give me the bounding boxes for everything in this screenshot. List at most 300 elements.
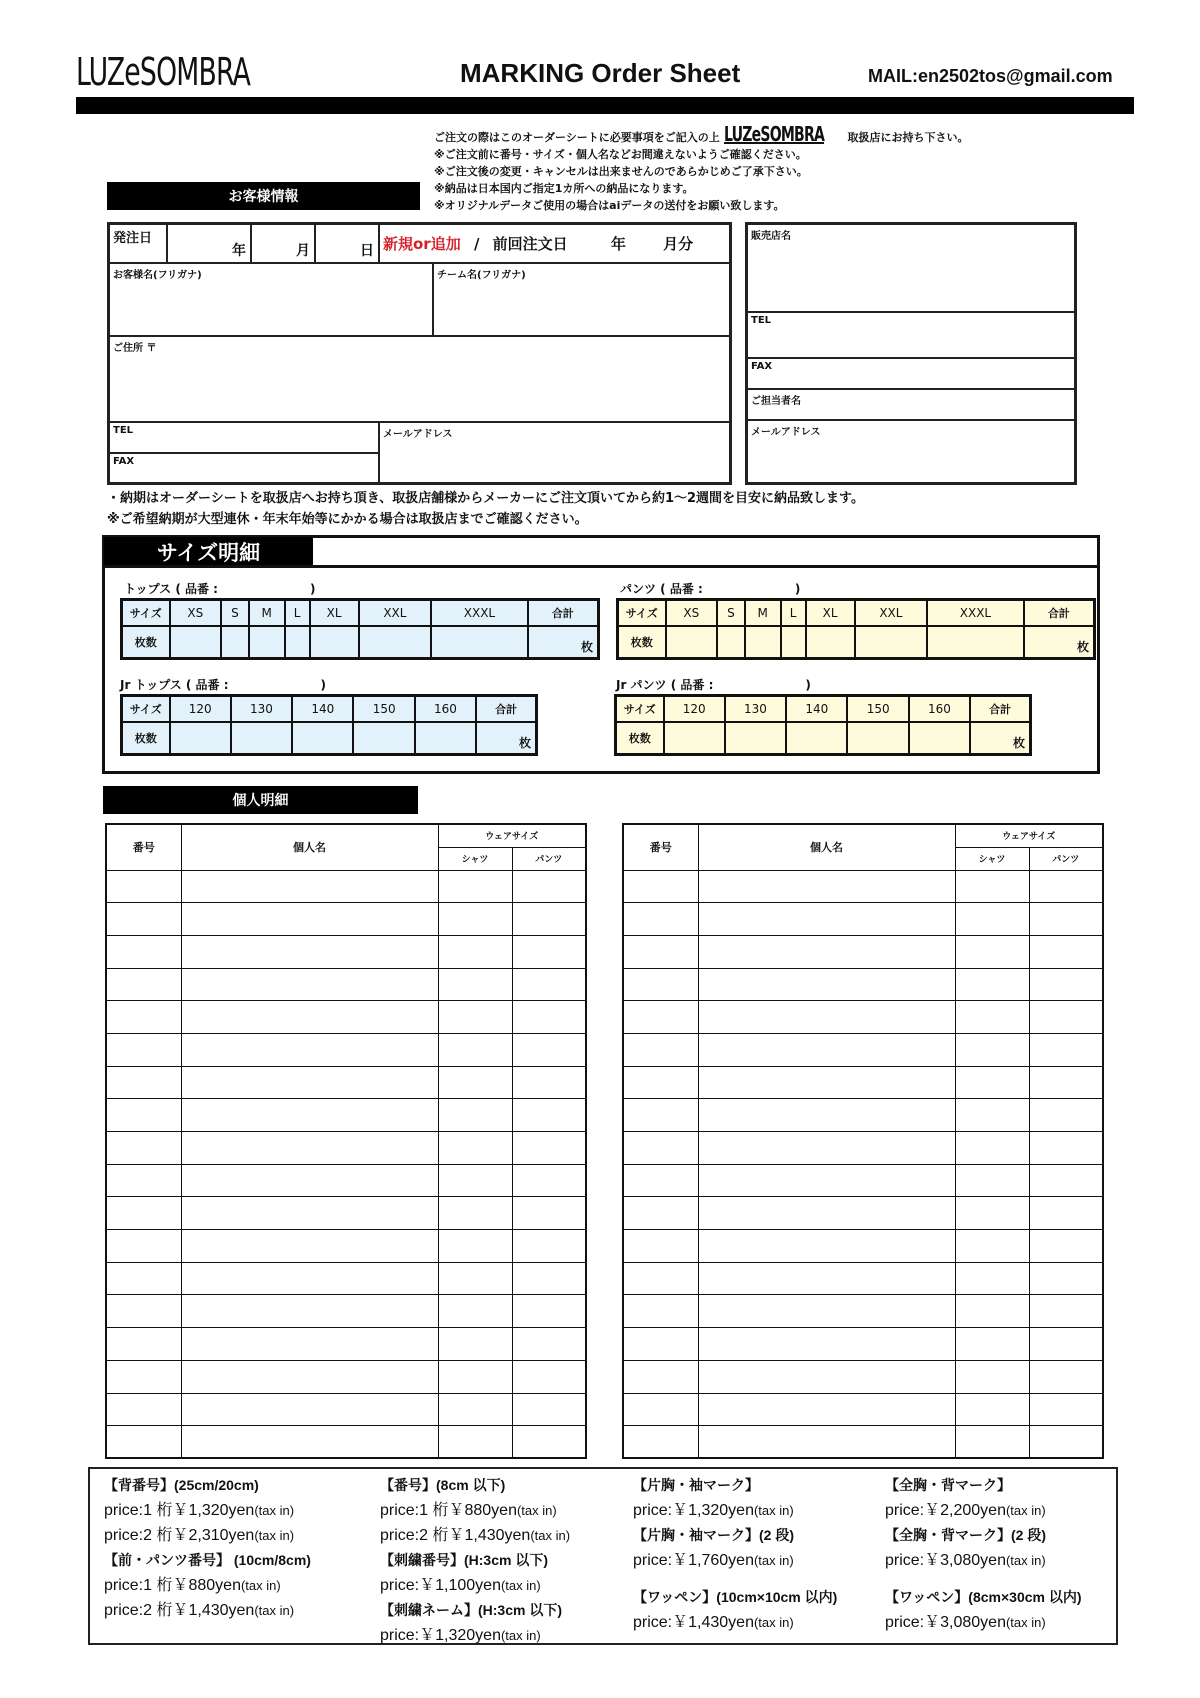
table-row	[623, 1132, 1103, 1165]
instruction-text: 取扱店にお持ち下さい。	[847, 131, 969, 144]
fax-field[interactable]: FAX	[109, 453, 379, 483]
shirt-size-cell[interactable]	[438, 903, 512, 936]
shirt-size-cell[interactable]	[438, 1066, 512, 1099]
size-column-header: XXXL	[927, 600, 1023, 626]
name-cell[interactable]	[698, 1262, 955, 1295]
shirt-size-cell[interactable]	[438, 1230, 512, 1263]
name-cell[interactable]	[181, 935, 438, 968]
pants-size-cell[interactable]	[512, 1099, 586, 1132]
name-header: 個人名	[698, 824, 955, 870]
name-cell[interactable]	[181, 1230, 438, 1263]
table-row	[106, 1197, 586, 1230]
number-cell[interactable]	[106, 1066, 181, 1099]
shop-name-field[interactable]: 販売店名	[747, 224, 1075, 312]
pants-size-cell[interactable]	[512, 1426, 586, 1459]
price-item-heading: 【片胸・袖マーク】	[633, 1477, 759, 1493]
table-row	[106, 1001, 586, 1034]
tax-note: (tax in)	[753, 1615, 794, 1630]
number-cell[interactable]	[106, 1230, 181, 1263]
number-cell[interactable]	[106, 870, 181, 903]
shirt-size-cell[interactable]	[955, 1360, 1029, 1393]
size-label: サイズ	[122, 696, 170, 722]
pants-size-cell[interactable]	[1029, 1001, 1103, 1034]
tax-note: (tax in)	[500, 1578, 541, 1593]
number-cell[interactable]	[106, 968, 181, 1001]
price-value: price:￥3,080yen	[885, 1552, 1006, 1569]
shirt-header: シャツ	[438, 847, 512, 870]
size-column-header: XS	[170, 600, 222, 626]
pants-size-cell[interactable]	[1029, 1099, 1103, 1132]
quantity-row	[618, 626, 1095, 659]
pants-size-cell[interactable]	[1029, 1033, 1103, 1066]
shirt-size-cell[interactable]	[438, 1360, 512, 1393]
quantity-row	[122, 722, 537, 755]
pants-size-cell[interactable]	[512, 1132, 586, 1165]
shirt-size-cell[interactable]	[438, 935, 512, 968]
quantity-input[interactable]	[310, 626, 359, 659]
price-item	[380, 1498, 570, 1523]
pants-size-cell[interactable]	[512, 1393, 586, 1426]
pants-size-cell[interactable]	[512, 1164, 586, 1197]
number-cell[interactable]	[623, 1099, 698, 1132]
pants-size-cell[interactable]	[512, 1033, 586, 1066]
quantity-input[interactable]	[415, 722, 476, 755]
shirt-size-cell[interactable]	[955, 1262, 1029, 1295]
pants-size-cell[interactable]	[1029, 1164, 1103, 1197]
price-value: price:￥2,200yen	[885, 1502, 1006, 1519]
number-cell[interactable]	[106, 1328, 181, 1361]
number-cell[interactable]	[106, 1197, 181, 1230]
quantity-input[interactable]	[806, 626, 855, 659]
order-month-field[interactable]	[251, 224, 315, 263]
shirt-size-cell[interactable]	[955, 1328, 1029, 1361]
pants-size-cell[interactable]	[512, 1001, 586, 1034]
quantity-input[interactable]	[292, 722, 353, 755]
quantity-input[interactable]	[909, 722, 970, 755]
number-cell[interactable]	[623, 1295, 698, 1328]
pants-size-cell[interactable]	[1029, 870, 1103, 903]
tel-field[interactable]: TEL	[109, 422, 379, 453]
price-item	[104, 1573, 311, 1598]
number-cell[interactable]	[623, 1197, 698, 1230]
total-quantity-field[interactable]	[1024, 626, 1095, 659]
price-item	[885, 1498, 1082, 1523]
shop-fax-field[interactable]: FAX	[747, 358, 1075, 389]
total-quantity-field[interactable]	[476, 722, 536, 755]
quantity-input[interactable]	[170, 722, 231, 755]
table-row	[106, 1230, 586, 1263]
price-column-2	[380, 1473, 570, 1648]
number-cell[interactable]	[106, 1132, 181, 1165]
quantity-input[interactable]	[353, 722, 414, 755]
number-cell[interactable]	[106, 1033, 181, 1066]
pants-header: パンツ	[1029, 847, 1103, 870]
quantity-input[interactable]	[847, 722, 908, 755]
shirt-size-cell[interactable]	[955, 1164, 1029, 1197]
pants-size-cell[interactable]	[1029, 935, 1103, 968]
price-item-heading: 【刺繍番号】(H:3cm 以下)	[380, 1552, 549, 1568]
price-item-heading: 【番号】(8cm 以下)	[380, 1477, 506, 1493]
pants-size-cell[interactable]	[512, 1262, 586, 1295]
shirt-size-cell[interactable]	[955, 870, 1029, 903]
unit-label: 枚	[1012, 736, 1025, 750]
name-cell[interactable]	[698, 1099, 955, 1132]
team-name-field[interactable]: チーム名(フリガナ)	[433, 263, 730, 336]
pants-size-cell[interactable]	[512, 935, 586, 968]
price-spacer	[633, 1573, 837, 1585]
shirt-size-cell[interactable]	[955, 903, 1029, 936]
delivery-note: ・納期はオーダーシートを取扱店へお持ち頂き、取扱店舗様からメーカーにご注文頂いてから約1～2週間を目安に納品致します。	[107, 491, 865, 506]
size-column-header: XL	[806, 600, 855, 626]
name-cell[interactable]	[181, 1099, 438, 1132]
pants-size-cell[interactable]	[1029, 1295, 1103, 1328]
name-cell[interactable]	[698, 1230, 955, 1263]
name-cell[interactable]	[698, 1295, 955, 1328]
pants-size-cell[interactable]	[512, 968, 586, 1001]
shirt-size-cell[interactable]	[438, 1033, 512, 1066]
pants-size-cell[interactable]	[1029, 1132, 1103, 1165]
tax-note: (tax in)	[753, 1553, 794, 1568]
pants-size-cell[interactable]	[512, 1360, 586, 1393]
name-cell[interactable]	[698, 1164, 955, 1197]
total-quantity-field[interactable]	[528, 626, 599, 659]
page-title: MARKING Order Sheet	[460, 58, 741, 88]
year-label: 年	[232, 243, 246, 259]
size-column-header: XXXL	[431, 600, 527, 626]
table-row	[623, 1295, 1103, 1328]
number-cell[interactable]	[623, 935, 698, 968]
shirt-size-cell[interactable]	[955, 1393, 1029, 1426]
size-column-header: 120	[170, 696, 231, 722]
price-value: price:￥3,080yen	[885, 1614, 1006, 1631]
order-year-field[interactable]	[167, 224, 251, 263]
size-label: サイズ	[618, 600, 666, 626]
price-value: price:￥1,320yen	[633, 1502, 754, 1519]
size-column-header: L	[781, 600, 806, 626]
quantity-input[interactable]	[249, 626, 285, 659]
number-cell[interactable]	[106, 1360, 181, 1393]
table-row	[623, 903, 1103, 936]
size-column-header: M	[249, 600, 285, 626]
price-value: price:￥1,100yen	[380, 1577, 501, 1594]
name-cell[interactable]	[698, 1066, 955, 1099]
pants-size-cell[interactable]	[512, 1197, 586, 1230]
shirt-size-cell[interactable]	[438, 1197, 512, 1230]
name-cell[interactable]	[181, 1033, 438, 1066]
number-cell[interactable]	[106, 1295, 181, 1328]
number-cell[interactable]	[623, 1393, 698, 1426]
shirt-size-cell[interactable]	[955, 1295, 1029, 1328]
price-column-1	[104, 1473, 311, 1623]
individual-table-left	[105, 823, 587, 1459]
name-cell[interactable]	[698, 1033, 955, 1066]
jr-pants-title	[616, 676, 811, 693]
table-row	[106, 1426, 586, 1459]
table-row	[623, 1197, 1103, 1230]
brand-logo: LUZeSOMBRA	[76, 50, 251, 94]
name-cell[interactable]	[181, 1426, 438, 1459]
table-row	[106, 903, 586, 936]
name-cell[interactable]	[181, 1001, 438, 1034]
pants-size-cell[interactable]	[1029, 1230, 1103, 1263]
shirt-size-cell[interactable]	[438, 968, 512, 1001]
shirt-size-cell[interactable]	[438, 1001, 512, 1034]
jr-tops-label: Jr トップス ( 品番 :	[120, 678, 229, 692]
number-cell[interactable]	[623, 968, 698, 1001]
quantity-input[interactable]	[666, 626, 718, 659]
number-cell[interactable]	[106, 1393, 181, 1426]
table-row	[106, 1262, 586, 1295]
total-quantity-field[interactable]	[970, 722, 1030, 755]
shirt-size-cell[interactable]	[955, 1197, 1029, 1230]
size-column-header: 150	[353, 696, 414, 722]
name-cell[interactable]	[698, 870, 955, 903]
number-cell[interactable]	[623, 1262, 698, 1295]
quantity-input[interactable]	[745, 626, 781, 659]
shirt-size-cell[interactable]	[438, 1393, 512, 1426]
delivery-notes	[107, 488, 864, 530]
name-header: 個人名	[181, 824, 438, 870]
number-cell[interactable]	[106, 1426, 181, 1459]
unit-label: 枚	[518, 736, 531, 750]
shirt-size-cell[interactable]	[955, 1001, 1029, 1034]
previous-order-label: 前回注文日	[492, 235, 568, 253]
instruction-note: ※ご注文後の変更・キャンセルは出来ませんのであらかじめご了承下さい。	[434, 165, 808, 178]
day-label: 日	[360, 243, 374, 259]
size-column-header: XS	[666, 600, 718, 626]
quantity-input[interactable]	[170, 626, 222, 659]
number-cell[interactable]	[623, 1033, 698, 1066]
shirt-size-cell[interactable]	[438, 1426, 512, 1459]
customer-section-label: お客様情報	[107, 182, 420, 210]
name-cell[interactable]	[698, 1393, 955, 1426]
size-column-header: XXL	[855, 600, 928, 626]
tops-title	[124, 580, 315, 597]
name-cell[interactable]	[181, 903, 438, 936]
shirt-size-cell[interactable]	[438, 870, 512, 903]
jr-tops-close: )	[320, 678, 327, 692]
number-cell[interactable]	[106, 903, 181, 936]
table-row	[623, 1164, 1103, 1197]
table-row	[106, 935, 586, 968]
price-item	[104, 1498, 311, 1523]
quantity-input[interactable]	[781, 626, 806, 659]
table-row	[623, 1393, 1103, 1426]
size-column-header: 140	[786, 696, 847, 722]
quantity-label: 枚数	[618, 626, 666, 659]
order-day-field[interactable]	[315, 224, 379, 263]
shirt-size-cell[interactable]	[438, 1328, 512, 1361]
tax-note: (tax in)	[254, 1503, 295, 1518]
number-cell[interactable]	[623, 1164, 698, 1197]
number-cell[interactable]	[623, 1328, 698, 1361]
table-row	[106, 870, 586, 903]
name-cell[interactable]	[698, 1001, 955, 1034]
name-cell[interactable]	[181, 1360, 438, 1393]
quantity-input[interactable]	[221, 626, 249, 659]
price-item-heading: 【全胸・背マーク】(2 段)	[885, 1527, 1046, 1543]
pants-size-cell[interactable]	[512, 1230, 586, 1263]
price-item-heading: 【ワッペン】(10cm×10cm 以内)	[633, 1589, 838, 1605]
individual-table-right	[622, 823, 1104, 1459]
total-header: 合計	[476, 696, 536, 722]
shirt-size-cell[interactable]	[955, 1230, 1029, 1263]
quantity-input[interactable]	[431, 626, 527, 659]
name-cell[interactable]	[181, 1066, 438, 1099]
price-item	[633, 1548, 837, 1573]
name-cell[interactable]	[698, 1360, 955, 1393]
tax-note: (tax in)	[753, 1503, 794, 1518]
total-header: 合計	[528, 600, 599, 626]
shirt-size-cell[interactable]	[438, 1262, 512, 1295]
tax-note: (tax in)	[1005, 1503, 1046, 1518]
pants-size-cell[interactable]	[1029, 1328, 1103, 1361]
order-type-field[interactable]	[379, 224, 730, 263]
pants-size-cell[interactable]	[1029, 1393, 1103, 1426]
table-row	[623, 1066, 1103, 1099]
number-cell[interactable]	[623, 1230, 698, 1263]
pants-size-cell[interactable]	[1029, 1197, 1103, 1230]
instruction-brand: LUZeSOMBRA	[723, 122, 824, 146]
number-cell[interactable]	[106, 1262, 181, 1295]
quantity-input[interactable]	[717, 626, 745, 659]
quantity-input[interactable]	[285, 626, 310, 659]
price-spacer	[885, 1573, 1082, 1585]
price-item	[885, 1548, 1082, 1573]
shirt-size-cell[interactable]	[955, 1426, 1029, 1459]
price-value: price:2 桁￥1,430yen	[380, 1527, 531, 1544]
name-cell[interactable]	[698, 1426, 955, 1459]
customer-name-field[interactable]: お客様名(フリガナ)	[109, 263, 433, 336]
pants-size-cell[interactable]	[1029, 1262, 1103, 1295]
shirt-size-cell[interactable]	[955, 1033, 1029, 1066]
pants-size-cell[interactable]	[1029, 1066, 1103, 1099]
number-cell[interactable]	[106, 1164, 181, 1197]
shirt-size-cell[interactable]	[955, 1132, 1029, 1165]
quantity-input[interactable]	[786, 722, 847, 755]
contact-mail: MAIL:en2502tos@gmail.com	[868, 66, 1113, 86]
name-cell[interactable]	[698, 903, 955, 936]
shirt-size-cell[interactable]	[438, 1164, 512, 1197]
name-cell[interactable]	[181, 1295, 438, 1328]
customer-info-box	[107, 222, 732, 485]
name-cell[interactable]	[181, 968, 438, 1001]
tax-note: (tax in)	[254, 1528, 295, 1543]
number-cell[interactable]	[623, 1426, 698, 1459]
table-row	[623, 1033, 1103, 1066]
name-cell[interactable]	[698, 1328, 955, 1361]
table-row	[106, 1099, 586, 1132]
size-label: サイズ	[122, 600, 170, 626]
number-cell[interactable]	[623, 1132, 698, 1165]
pants-size-cell[interactable]	[512, 903, 586, 936]
pants-size-cell[interactable]	[1029, 968, 1103, 1001]
pants-label: パンツ ( 品番 :	[620, 582, 703, 596]
number-cell[interactable]	[106, 1001, 181, 1034]
number-cell[interactable]	[623, 903, 698, 936]
size-column-header: S	[717, 600, 745, 626]
table-row	[106, 1328, 586, 1361]
name-cell[interactable]	[181, 1132, 438, 1165]
shirt-size-cell[interactable]	[955, 935, 1029, 968]
number-cell[interactable]	[623, 1001, 698, 1034]
shirt-size-cell[interactable]	[438, 1099, 512, 1132]
name-cell[interactable]	[698, 1132, 955, 1165]
shop-staff-field[interactable]: ご担当者名	[747, 389, 1075, 420]
number-header: 番号	[623, 824, 698, 870]
name-cell[interactable]	[181, 870, 438, 903]
email-field[interactable]: メールアドレス	[379, 422, 730, 483]
number-cell[interactable]	[623, 1066, 698, 1099]
instruction-note: ※オリジナルデータご使用の場合はaiデータの送付をお願い致します。	[434, 199, 785, 212]
shirt-size-cell[interactable]	[955, 1099, 1029, 1132]
pants-size-cell[interactable]	[512, 1066, 586, 1099]
name-cell[interactable]	[181, 1262, 438, 1295]
quantity-input[interactable]	[725, 722, 786, 755]
pants-size-cell[interactable]	[1029, 1360, 1103, 1393]
pants-size-cell[interactable]	[512, 1295, 586, 1328]
shirt-size-cell[interactable]	[955, 968, 1029, 1001]
size-header-row	[122, 600, 599, 626]
shirt-size-cell[interactable]	[438, 1132, 512, 1165]
shirt-size-cell[interactable]	[955, 1066, 1029, 1099]
pants-size-cell[interactable]	[512, 870, 586, 903]
shirt-size-cell[interactable]	[438, 1295, 512, 1328]
address-field[interactable]: ご住所 〒	[109, 336, 730, 422]
name-cell[interactable]	[181, 1197, 438, 1230]
shop-email-field[interactable]: メールアドレス	[747, 420, 1075, 483]
name-cell[interactable]	[698, 1197, 955, 1230]
instruction-text: ご注文の際はこのオーダーシートに必要事項をご記入の上	[434, 131, 720, 144]
prev-month-label: 月分	[663, 235, 694, 253]
price-value: price:2 桁￥1,430yen	[104, 1602, 255, 1619]
table-row	[623, 1426, 1103, 1459]
quantity-input[interactable]	[664, 722, 725, 755]
price-item	[885, 1610, 1082, 1635]
tax-note: (tax in)	[254, 1603, 295, 1618]
number-cell[interactable]	[106, 935, 181, 968]
name-cell[interactable]	[698, 968, 955, 1001]
quantity-input[interactable]	[927, 626, 1023, 659]
individual-section-label: 個人明細	[103, 786, 418, 814]
name-cell[interactable]	[181, 1393, 438, 1426]
name-cell[interactable]	[698, 935, 955, 968]
name-cell[interactable]	[181, 1328, 438, 1361]
size-column-header: 120	[664, 696, 725, 722]
pants-size-cell[interactable]	[1029, 1426, 1103, 1459]
pants-size-cell[interactable]	[512, 1328, 586, 1361]
quantity-label: 枚数	[616, 722, 664, 755]
number-cell[interactable]	[623, 1360, 698, 1393]
price-item	[633, 1610, 837, 1635]
price-value: price:￥1,320yen	[380, 1627, 501, 1644]
price-value: price:￥1,430yen	[633, 1614, 754, 1631]
number-cell[interactable]	[106, 1099, 181, 1132]
table-row	[623, 968, 1103, 1001]
shop-tel-field[interactable]: TEL	[747, 312, 1075, 358]
number-cell[interactable]	[623, 870, 698, 903]
pants-size-table	[616, 598, 1096, 660]
quantity-input[interactable]	[855, 626, 928, 659]
separator: /	[473, 235, 480, 253]
name-cell[interactable]	[181, 1164, 438, 1197]
instruction-note: ※納品は日本国内ご指定1カ所への納品になります。	[434, 182, 694, 195]
quantity-input[interactable]	[359, 626, 432, 659]
quantity-input[interactable]	[231, 722, 292, 755]
total-header: 合計	[970, 696, 1030, 722]
price-value: price:￥1,760yen	[633, 1552, 754, 1569]
pants-size-cell[interactable]	[1029, 903, 1103, 936]
